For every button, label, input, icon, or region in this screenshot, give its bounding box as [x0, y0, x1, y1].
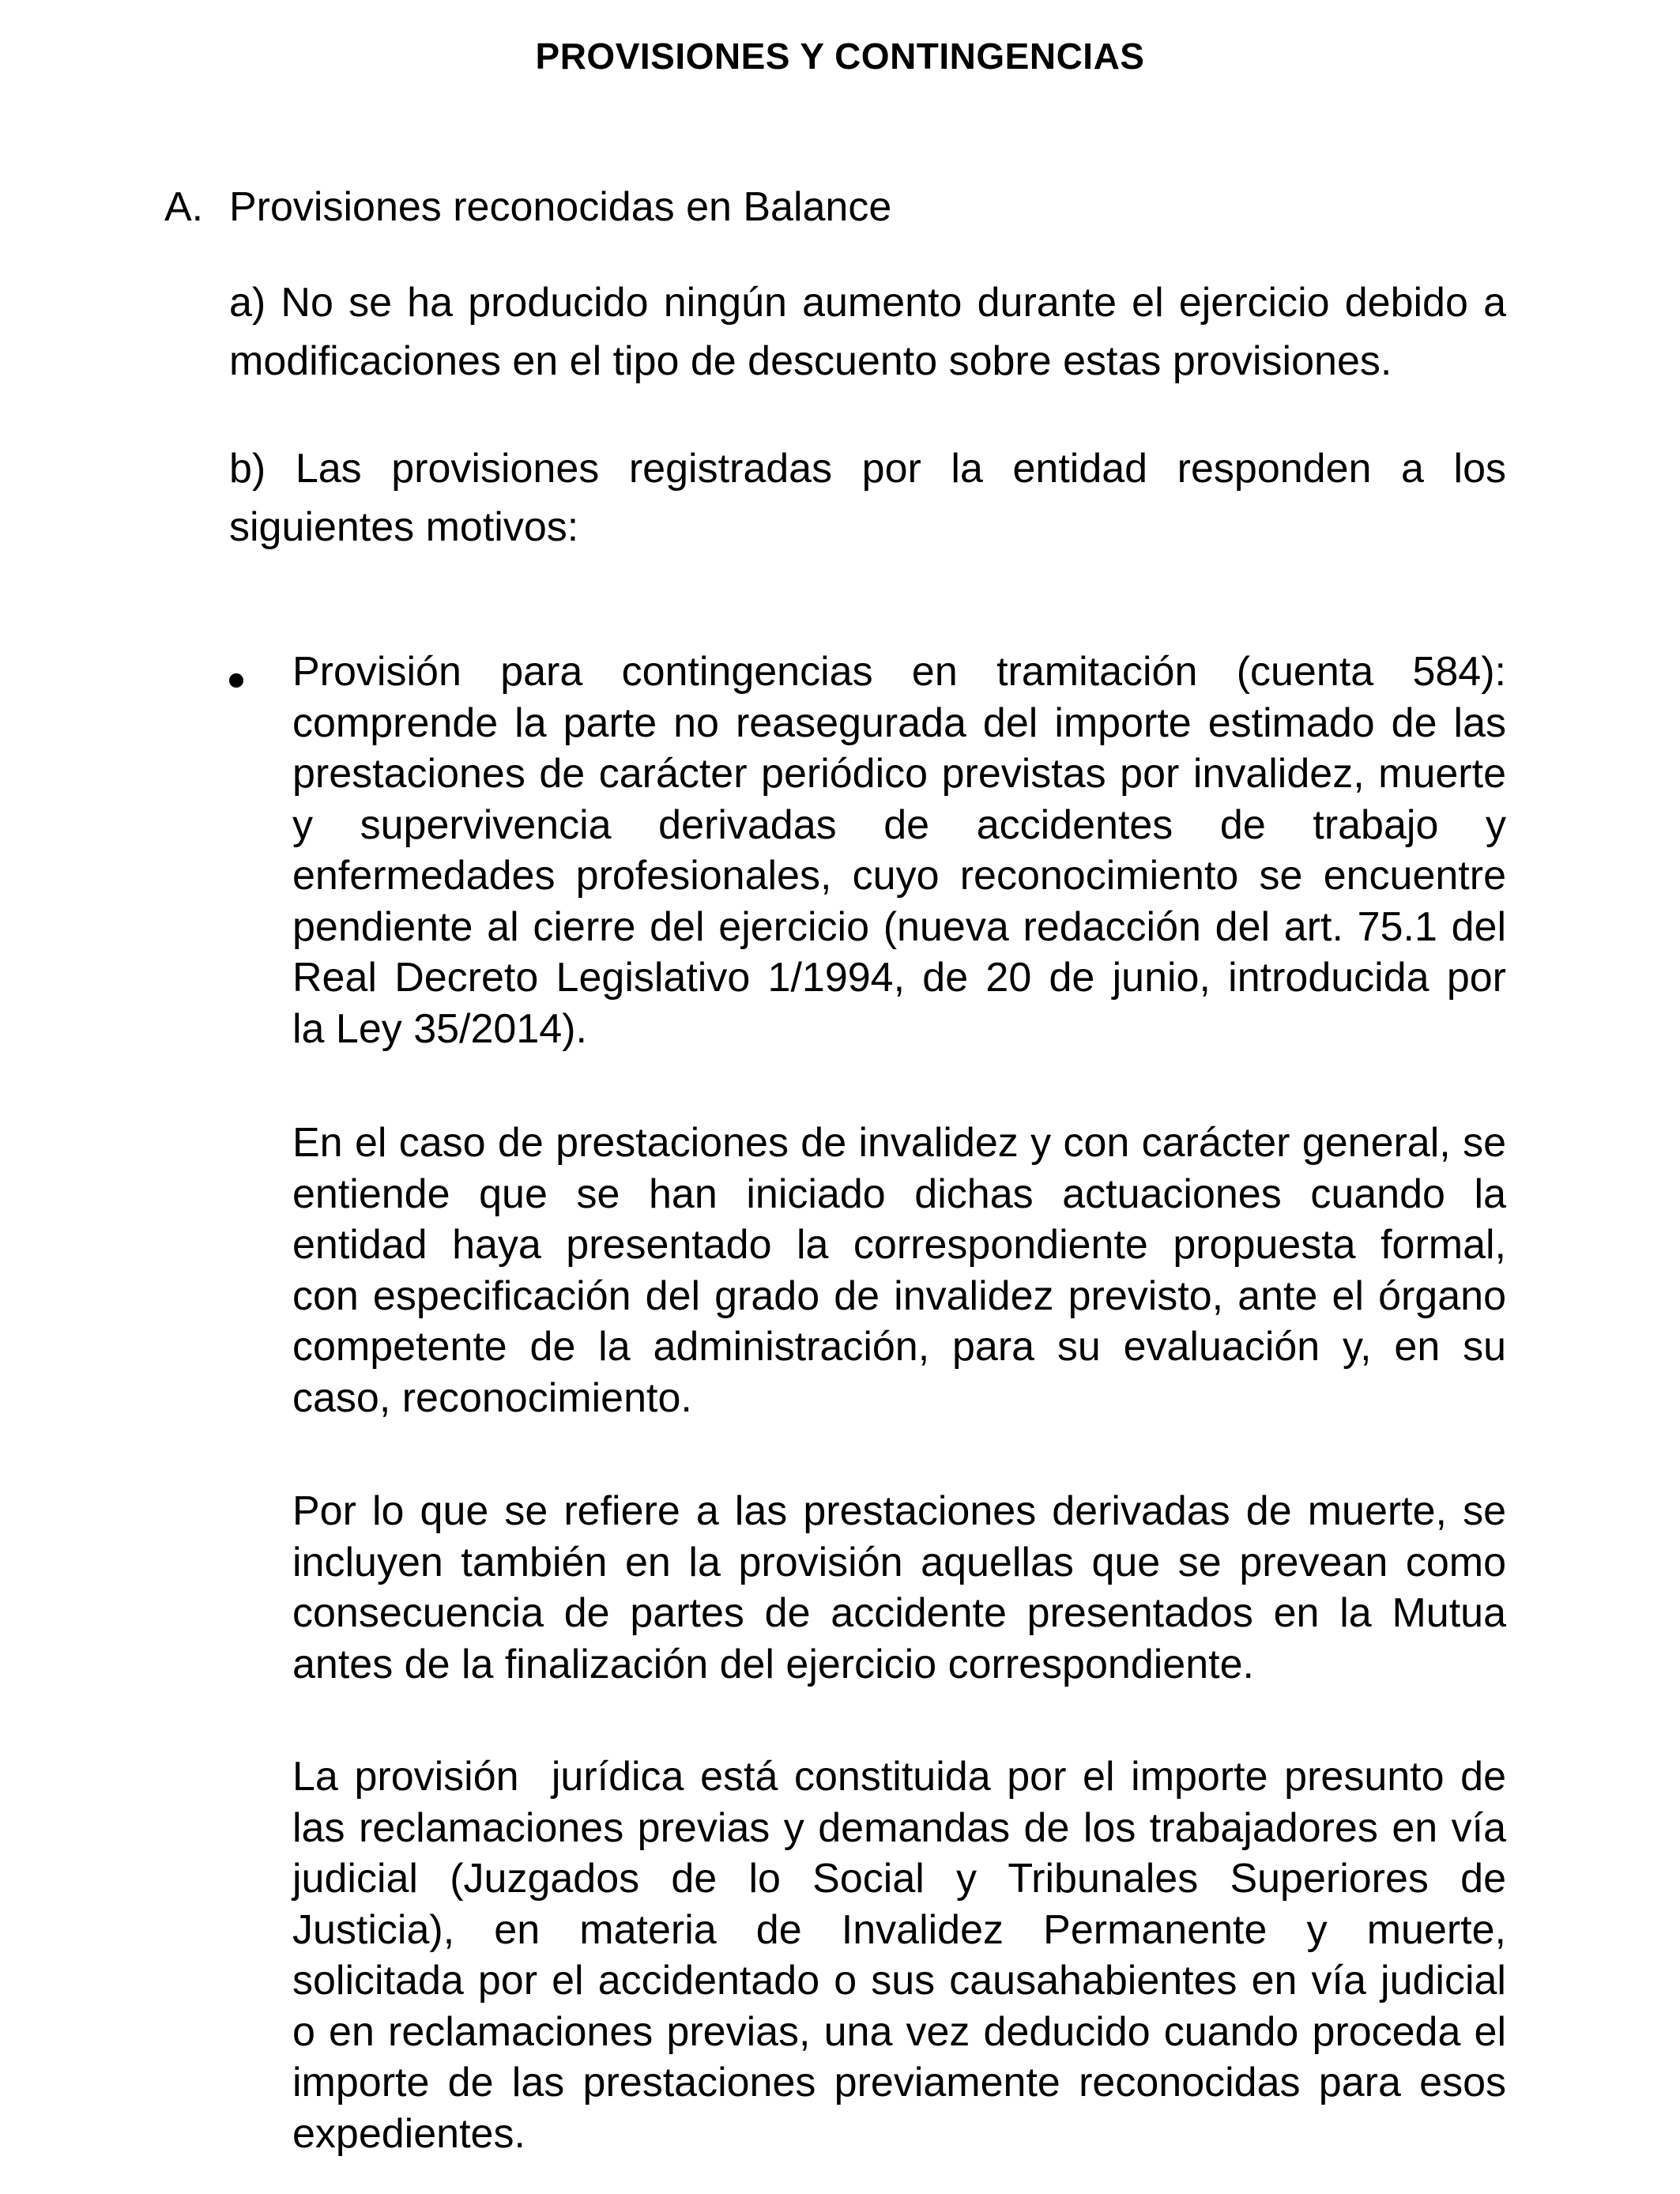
muerte-line: consecuencia de partes de accidente presentados en la Mutua	[292, 1590, 1506, 1636]
bullet-line: comprende la parte no reasegurada del importe estimado de las	[292, 699, 1506, 746]
page-title: PROVISIONES Y CONTINGENCIAS	[535, 36, 1145, 77]
invalidez-line: En el caso de prestaciones de invalidez y con carácter general, se	[292, 1120, 1506, 1166]
paragraph-invalidez	[292, 1118, 1506, 1423]
invalidez-line: entiende que se han iniciado dichas actuaciones cuando la	[292, 1171, 1506, 1217]
section-heading-text: Provisiones reconocidas en Balance	[229, 184, 892, 230]
bullet-line: pendiente al cierre del ejercicio (nueva redacción del art. 75.1 del	[292, 903, 1506, 950]
juridica-line: solicitada por el accidentado o sus causahabientes en vía judicial	[292, 1958, 1506, 2004]
bullet-paragraph-contingencias	[292, 647, 1506, 1054]
juridica-line: judicial (Juzgados de lo Social y Tribunales Superiores de	[292, 1856, 1506, 1902]
invalidez-line: entidad haya presentado la correspondiente propuesta formal,	[292, 1222, 1506, 1268]
juridica-line: La provisión jurídica está constituida por el importe presunto de	[292, 1754, 1506, 1800]
muerte-line: incluyen también en la provisión aquellas que se prevean como	[292, 1539, 1506, 1585]
bullet-line: enfermedades profesionales, cuyo reconocimiento se encuentre	[292, 853, 1506, 899]
juridica-line: las reclamaciones previas y demandas de los trabajadores en vía	[292, 1804, 1506, 1851]
invalidez-line: caso, reconocimiento.	[292, 1374, 692, 1421]
muerte-line: antes de la finalización del ejercicio correspondiente.	[292, 1641, 1254, 1687]
paragraph-muerte	[292, 1486, 1506, 1690]
paragraph-a	[229, 273, 1506, 390]
bullet-icon	[229, 673, 243, 688]
paragraph-b-line: siguientes motivos:	[229, 504, 579, 550]
paragraph-a-line: modificaciones en el tipo de descuento sobre estas provisiones.	[229, 338, 1392, 384]
bullet-line: Provisión para contingencias en tramitación (cuenta 584):	[292, 649, 1506, 695]
bullet-line: y supervivencia derivadas de accidentes de trabajo y	[292, 801, 1506, 848]
bullet-line: prestaciones de carácter periódico previstas por invalidez, muerte	[292, 751, 1506, 797]
paragraph-juridica	[292, 1751, 1506, 2159]
paragraph-b	[229, 439, 1506, 556]
juridica-line: Justicia), en materia de Invalidez Permanente y muerte,	[292, 1906, 1506, 1953]
invalidez-line: competente de la administración, para su evaluación y, en su	[292, 1324, 1506, 1370]
bullet-line: la Ley 35/2014).	[292, 1005, 587, 1052]
section-heading	[164, 183, 891, 231]
juridica-line: importe de las prestaciones previamente reconocidas para esos	[292, 2060, 1506, 2105]
bullet-line: Real Decreto Legislativo 1/1994, de 20 de junio, introducida por	[292, 955, 1506, 1001]
muerte-line: Por lo que se refiere a las prestaciones derivadas de muerte, se	[292, 1488, 1506, 1534]
section-letter: A.	[164, 184, 204, 230]
paragraph-a-line: a) No se ha producido ningún aumento durante el ejercicio debido a	[229, 280, 1506, 326]
juridica-line: o en reclamaciones previas, una vez deducido cuando proceda el	[292, 2008, 1506, 2055]
paragraph-b-line: b) Las provisiones registradas por la entidad responden a los	[229, 446, 1506, 492]
invalidez-line: con especificación del grado de invalidez previsto, ante el órgano	[292, 1272, 1506, 1319]
juridica-line: expedientes.	[292, 2110, 525, 2157]
